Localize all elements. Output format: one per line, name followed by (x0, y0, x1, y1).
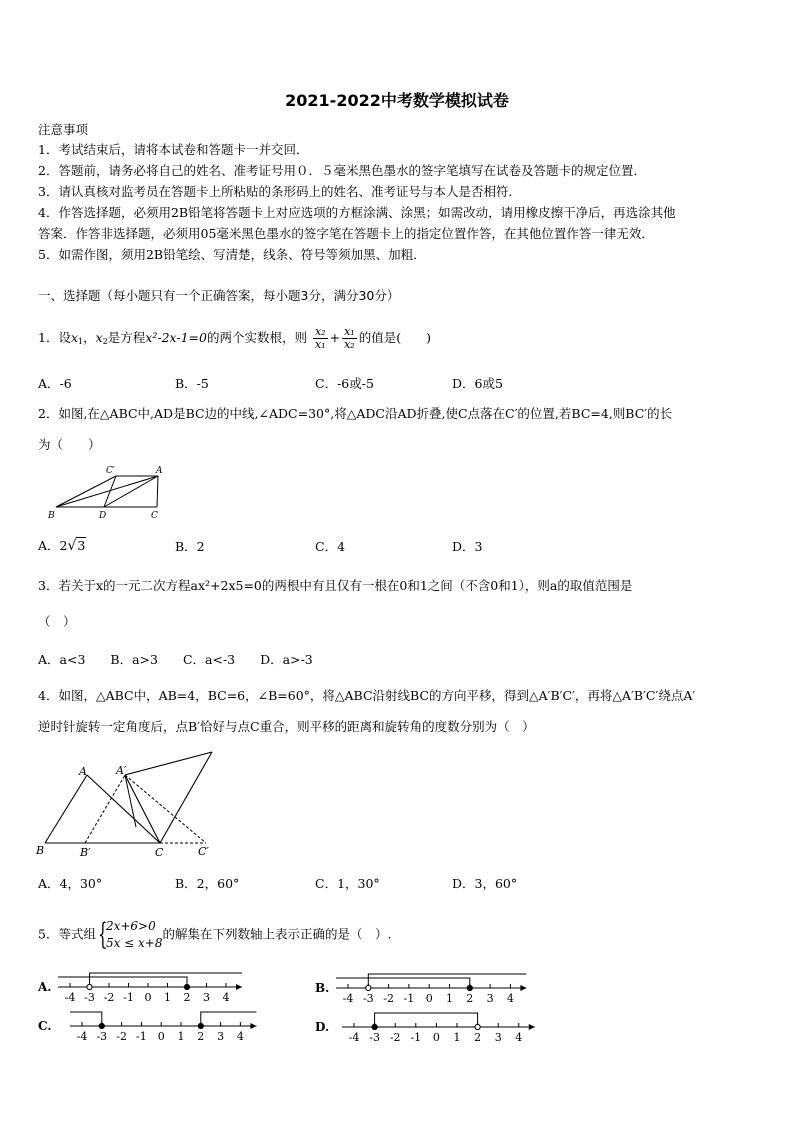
inequality-system: { 2x+6>0 5x ≤ x+8 (97, 917, 163, 952)
number-line-label: D. (315, 1020, 330, 1034)
tick-label: 3 (486, 992, 494, 1005)
endpoint-dot (467, 985, 472, 990)
note-item: 2．答题前，请务必将自己的姓名、准考证号用０．５毫米黑色墨水的签字笔填写在试卷及答题卡的规定位置． (38, 163, 646, 178)
tick-label: 1 (164, 991, 171, 1004)
question-3-stem: 3．若关于x的一元二次方程ax²+2x5=0的两根中有且仅有一根在0和1之间（不含0和1），则a的取值范围是 (38, 578, 633, 593)
label-b: B (48, 511, 55, 521)
note-item: 答案．作答非选择题，必须用05毫米黑色墨水的签字笔在答题卡上的指定位置作答，在其他位置作答一律无效． (38, 226, 654, 241)
axis-arrow (250, 1023, 256, 1029)
tick-label: -4 (348, 1031, 360, 1044)
solution-ray-right (368, 974, 526, 988)
note-item: 1．考试结束后，请将本试卷和答题卡一并交回． (38, 142, 309, 157)
q4-option-a: A．4，30° (38, 876, 103, 891)
tick-label: 0 (144, 991, 152, 1004)
tick-label: -2 (383, 992, 394, 1005)
number-line-label: B. (315, 981, 330, 995)
tick-label: -1 (123, 991, 134, 1004)
fraction: $\frac{\text{x₁}}{\text{x₂}}$ (344, 325, 355, 351)
question-1-stem: 1．设$x_1$，$x_2$是方程x²-2x-1=0的两个实数根，则 $\frac{\text{x₂}}{\text{x₁}}$ + $\frac{\text{x₁}}{\text{x₂}}$ 的值是( ) (38, 325, 431, 351)
label-c: C (155, 846, 164, 859)
endpoint-dot (198, 1023, 203, 1028)
q2-option-b: B．2 (175, 539, 205, 554)
label-c-prime: C′ (106, 466, 115, 476)
tick-label: -2 (389, 1031, 401, 1044)
tick-label: -4 (64, 991, 76, 1004)
solution-ray-right (201, 1012, 257, 1026)
label-d: D (99, 511, 107, 521)
tick-label: 3 (203, 991, 210, 1004)
q1-option-b: B．-5 (175, 376, 209, 391)
q3-options: A．a<3 B．a>3 C．a<-3 D．a>-3 (38, 652, 313, 667)
q2-option-a: A．2√3 (38, 538, 86, 554)
note-item: 5．如需作图，须用2B铅笔绘、写清楚，线条、符号等须加黑、加粗． (38, 247, 426, 262)
axis-arrow (236, 984, 242, 990)
q2-option-c: C．4 (315, 539, 346, 554)
label-a: A (79, 765, 87, 778)
solution-ray-right (90, 973, 243, 987)
endpoint-dot (366, 985, 371, 990)
tick-label: -3 (96, 1030, 108, 1043)
tick-label: -1 (136, 1030, 147, 1043)
tick-label: 4 (222, 991, 230, 1004)
q4-translation-figure (36, 745, 226, 860)
tick-label: -3 (84, 991, 95, 1004)
tick-label: 2 (466, 992, 474, 1005)
tick-label: 2 (183, 991, 191, 1004)
endpoint-dot (99, 1023, 104, 1028)
sqrt-sign: √3 (67, 538, 86, 554)
note-item: 3．请认真核对监考员在答题卡上所粘贴的条形码上的姓名、准考证号与本人是否相符． (38, 184, 521, 199)
tick-label: -2 (103, 991, 115, 1004)
tick-label: 4 (236, 1030, 244, 1043)
tick-label: 3 (217, 1030, 225, 1043)
note-item: 4．作答选择题，必须用2B铅笔将答题卡上对应选项的方框涂满、涂黑；如需改动，请用橡皮擦干净后，再选涂其他 (38, 205, 676, 220)
q1-option-a: A．-6 (38, 376, 72, 391)
q4-option-c: C．1，30° (315, 876, 380, 891)
solution-segment (375, 1013, 478, 1027)
tick-label: 2 (197, 1030, 205, 1043)
label-b-prime: B′ (80, 846, 91, 859)
notes-heading: 注意事项 (38, 122, 89, 137)
question-5-stem: 5．等式组 { 2x+6>0 5x ≤ x+8 的解集在下列数轴上表示正确的是（ ）. (38, 917, 392, 952)
tick-label: 0 (432, 1031, 440, 1044)
tick-label: -3 (362, 992, 374, 1005)
endpoint-dot (372, 1024, 377, 1029)
section-heading: 一、选择题（每小题只有一个正确答案，每小题3分，满分30分） (38, 288, 400, 303)
tick-label: -4 (342, 992, 354, 1005)
number-line-label: A. (38, 980, 52, 994)
question-2-stem: 2．如图,在△ABC中,AD是BC边的中线,∠ADC=30°,将△ADC沿AD折叠,使C点落在C′的位置,若BC=4,则BC′的长 (38, 406, 673, 421)
axis-arrow (529, 1024, 535, 1030)
page-title: 2021-2022中考数学模拟试卷 (285, 91, 509, 110)
tick-label: 1 (446, 992, 453, 1005)
tick-label: 3 (494, 1031, 502, 1044)
q5-number-lines (0, 950, 794, 1050)
q2-triangle-figure (44, 462, 174, 522)
tick-label: 0 (157, 1030, 165, 1043)
number-line-label: C. (38, 1019, 52, 1033)
tick-label: -1 (410, 1031, 422, 1044)
q1-option-d: D．6或5 (452, 376, 503, 391)
tick-label: -4 (76, 1030, 88, 1043)
tick-label: 2 (474, 1031, 482, 1044)
q4-option-d: D．3，60° (452, 876, 518, 891)
label-c: C (151, 511, 158, 521)
q4-option-b: B．2，60° (175, 876, 240, 891)
question-4-stem: 4．如图，△ABC中，AB=4，BC=6，∠B=60°，将△ABC沿射线BC的方向平移，得到△A′B′C′，再将△A′B′C′绕点A′ (38, 688, 696, 703)
fraction: $\frac{\text{x₂}}{\text{x₁}}$ (314, 325, 326, 351)
endpoint-dot (475, 1024, 480, 1029)
tick-label: 4 (506, 992, 514, 1005)
tick-label: 1 (177, 1030, 185, 1043)
tick-label: -3 (369, 1031, 380, 1044)
label-b: B (36, 844, 45, 857)
tick-label: -2 (116, 1030, 127, 1043)
label-c-prime: C′ (198, 845, 209, 858)
question-4-stem-cont: 逆时针旋转一定角度后，点B′恰好与点C重合，则平移的距离和旋转角的度数分别为（ ） (38, 719, 535, 734)
tick-label: 1 (453, 1031, 461, 1044)
q1-option-c: C．-6或-5 (315, 376, 374, 391)
tick-label: 4 (515, 1031, 523, 1044)
tick-label: 0 (425, 992, 433, 1005)
tick-label: -1 (403, 992, 415, 1005)
solution-ray-left (70, 1012, 102, 1026)
question-2-stem-cont: 为（ ） (38, 437, 101, 452)
label-a: A (156, 466, 163, 476)
label-a-prime: A′ (116, 764, 127, 777)
q2-option-d: D．3 (452, 539, 483, 554)
question-3-stem-cont: （ ） (38, 614, 76, 629)
endpoint-dot (87, 984, 92, 989)
axis-arrow (520, 985, 526, 991)
endpoint-dot (184, 984, 189, 989)
